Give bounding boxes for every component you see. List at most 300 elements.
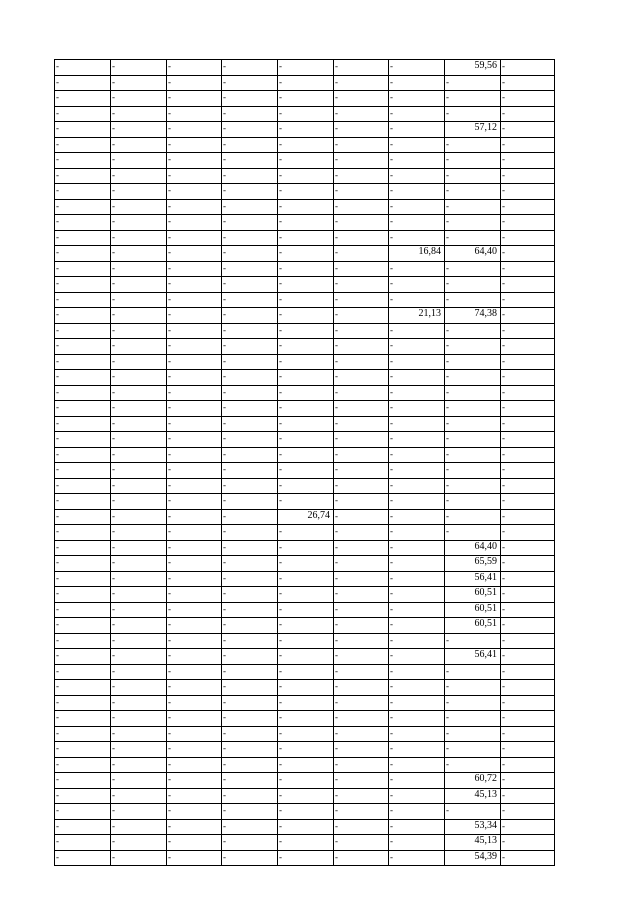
table-cell: - xyxy=(222,261,278,277)
table-cell: - xyxy=(445,91,501,107)
table-cell: - xyxy=(111,447,167,463)
table-cell: - xyxy=(111,540,167,556)
table-cell: - xyxy=(334,153,389,169)
table-row xyxy=(55,850,555,866)
table-cell: - xyxy=(445,277,501,293)
table-cell: - xyxy=(167,587,222,603)
table-cell: 60,51 xyxy=(445,587,501,603)
table-cell: - xyxy=(167,711,222,727)
table-cell: - xyxy=(501,122,555,138)
table-cell: - xyxy=(389,75,445,91)
table-cell: - xyxy=(334,726,389,742)
table-cell: - xyxy=(167,509,222,525)
table-cell: - xyxy=(111,463,167,479)
table-cell: - xyxy=(167,215,222,231)
table-cell: - xyxy=(501,571,555,587)
table-cell: - xyxy=(167,153,222,169)
table-cell: - xyxy=(501,850,555,866)
table-cell: - xyxy=(222,804,278,820)
table-cell: - xyxy=(278,153,334,169)
table-row xyxy=(55,215,555,231)
table-cell: - xyxy=(278,633,334,649)
table-cell: - xyxy=(278,835,334,851)
table-cell: - xyxy=(501,540,555,556)
table-cell: - xyxy=(278,91,334,107)
table-row xyxy=(55,308,555,324)
table-cell: - xyxy=(445,664,501,680)
table-cell: - xyxy=(334,385,389,401)
table-row xyxy=(55,587,555,603)
table-cell: - xyxy=(111,370,167,386)
table-cell: - xyxy=(222,587,278,603)
table-cell: - xyxy=(501,416,555,432)
table-cell: - xyxy=(334,695,389,711)
table-cell: - xyxy=(55,106,111,122)
table-cell: - xyxy=(55,60,111,76)
table-cell: 74,38 xyxy=(445,308,501,324)
table-row xyxy=(55,137,555,153)
table-cell: - xyxy=(222,494,278,510)
table-cell: - xyxy=(501,91,555,107)
table-cell: - xyxy=(167,463,222,479)
table-cell: - xyxy=(55,308,111,324)
table-cell: - xyxy=(501,742,555,758)
table-cell: - xyxy=(334,664,389,680)
table-cell: - xyxy=(167,773,222,789)
table-cell: - xyxy=(111,556,167,572)
table-cell: - xyxy=(167,680,222,696)
table-cell: - xyxy=(278,199,334,215)
table-cell: - xyxy=(334,122,389,138)
table-cell: - xyxy=(278,773,334,789)
table-cell: - xyxy=(222,509,278,525)
table-cell: - xyxy=(334,370,389,386)
table-cell: - xyxy=(55,540,111,556)
table-cell: - xyxy=(278,494,334,510)
table-cell: - xyxy=(167,401,222,417)
table-cell: - xyxy=(501,230,555,246)
table-cell: - xyxy=(501,649,555,665)
table-cell: - xyxy=(55,850,111,866)
table-cell: - xyxy=(111,153,167,169)
table-cell: - xyxy=(445,137,501,153)
table-cell: - xyxy=(55,494,111,510)
table-cell: - xyxy=(389,277,445,293)
table-cell: - xyxy=(389,323,445,339)
table-cell: - xyxy=(222,602,278,618)
table-row xyxy=(55,153,555,169)
table-cell: - xyxy=(55,339,111,355)
table-cell: - xyxy=(167,695,222,711)
table-cell: - xyxy=(111,75,167,91)
table-cell: - xyxy=(111,184,167,200)
table-cell: - xyxy=(111,509,167,525)
table-row xyxy=(55,788,555,804)
table-cell: 16,84 xyxy=(389,246,445,262)
table-cell: - xyxy=(501,215,555,231)
table-cell: - xyxy=(278,680,334,696)
table-cell: - xyxy=(55,153,111,169)
table-cell: - xyxy=(501,75,555,91)
table-cell: - xyxy=(501,587,555,603)
table-cell: - xyxy=(55,292,111,308)
table-cell: - xyxy=(278,323,334,339)
table-cell: - xyxy=(445,804,501,820)
table-cell: - xyxy=(278,742,334,758)
table-cell: - xyxy=(222,75,278,91)
table-cell: - xyxy=(111,292,167,308)
table-cell: - xyxy=(111,664,167,680)
table-cell: - xyxy=(334,540,389,556)
table-row xyxy=(55,401,555,417)
table-cell: - xyxy=(278,261,334,277)
data-table xyxy=(54,59,555,866)
table-cell: - xyxy=(55,618,111,634)
table-cell: - xyxy=(389,726,445,742)
table-cell: - xyxy=(278,184,334,200)
table-cell: - xyxy=(111,230,167,246)
table-cell: - xyxy=(278,339,334,355)
table-cell: - xyxy=(334,230,389,246)
table-cell: - xyxy=(111,323,167,339)
table-cell: - xyxy=(334,525,389,541)
table-row xyxy=(55,695,555,711)
table-cell: - xyxy=(445,168,501,184)
table-cell: - xyxy=(501,308,555,324)
table-cell: - xyxy=(334,742,389,758)
table-cell: - xyxy=(334,447,389,463)
table-row xyxy=(55,60,555,76)
table-cell: - xyxy=(278,385,334,401)
table-cell: - xyxy=(55,664,111,680)
table-row xyxy=(55,168,555,184)
table-cell: - xyxy=(55,695,111,711)
table-cell: - xyxy=(167,122,222,138)
table-cell: - xyxy=(222,401,278,417)
table-cell: - xyxy=(501,199,555,215)
table-cell: - xyxy=(111,835,167,851)
table-cell: - xyxy=(55,168,111,184)
table-cell: - xyxy=(55,199,111,215)
table-cell: - xyxy=(389,60,445,76)
table-cell: - xyxy=(389,91,445,107)
table-cell: - xyxy=(55,525,111,541)
table-cell: - xyxy=(167,168,222,184)
table-row xyxy=(55,354,555,370)
table-cell: - xyxy=(389,478,445,494)
table-cell: - xyxy=(334,292,389,308)
table-row xyxy=(55,75,555,91)
table-cell: - xyxy=(167,137,222,153)
table-cell: - xyxy=(334,60,389,76)
table-cell: - xyxy=(167,91,222,107)
table-cell: - xyxy=(55,788,111,804)
table-cell: - xyxy=(389,602,445,618)
table-cell: - xyxy=(222,447,278,463)
table-cell: - xyxy=(445,153,501,169)
table-cell: - xyxy=(334,106,389,122)
table-cell: - xyxy=(501,633,555,649)
table-cell: 56,41 xyxy=(445,571,501,587)
table-cell: - xyxy=(334,788,389,804)
table-cell: - xyxy=(111,850,167,866)
table-cell: - xyxy=(222,757,278,773)
table-cell: - xyxy=(501,618,555,634)
table-cell: - xyxy=(501,804,555,820)
table-cell: - xyxy=(445,432,501,448)
table-cell: - xyxy=(167,261,222,277)
table-cell: - xyxy=(334,478,389,494)
table-cell: - xyxy=(389,587,445,603)
table-cell: - xyxy=(334,850,389,866)
table-cell: 65,59 xyxy=(445,556,501,572)
table-cell: - xyxy=(222,323,278,339)
table-cell: - xyxy=(278,137,334,153)
table-cell: - xyxy=(222,385,278,401)
table-cell: - xyxy=(334,137,389,153)
table-row xyxy=(55,122,555,138)
table-cell: - xyxy=(278,75,334,91)
table-cell: - xyxy=(167,556,222,572)
table-cell: - xyxy=(278,230,334,246)
table-cell: - xyxy=(278,308,334,324)
table-cell: - xyxy=(167,370,222,386)
table-cell: - xyxy=(55,385,111,401)
table-cell: - xyxy=(55,416,111,432)
table-row xyxy=(55,835,555,851)
table-cell: - xyxy=(501,788,555,804)
table-row xyxy=(55,106,555,122)
table-cell: - xyxy=(278,478,334,494)
table-row xyxy=(55,339,555,355)
table-cell: - xyxy=(334,277,389,293)
table-cell: - xyxy=(55,137,111,153)
table-cell: - xyxy=(501,509,555,525)
table-row xyxy=(55,742,555,758)
table-cell: - xyxy=(445,385,501,401)
table-cell: - xyxy=(111,339,167,355)
table-cell: - xyxy=(222,91,278,107)
table-row xyxy=(55,618,555,634)
table-cell: - xyxy=(389,401,445,417)
table-cell: - xyxy=(55,323,111,339)
table-row xyxy=(55,385,555,401)
table-cell: - xyxy=(278,618,334,634)
table-cell: - xyxy=(334,339,389,355)
table-cell: 56,41 xyxy=(445,649,501,665)
table-row xyxy=(55,184,555,200)
table-cell: - xyxy=(445,75,501,91)
table-row xyxy=(55,199,555,215)
table-cell: - xyxy=(222,711,278,727)
table-cell: - xyxy=(389,788,445,804)
table-cell: - xyxy=(111,215,167,231)
table-cell: - xyxy=(501,401,555,417)
table-cell: - xyxy=(55,478,111,494)
table-cell: - xyxy=(111,478,167,494)
table-cell: - xyxy=(55,354,111,370)
table-cell: - xyxy=(334,354,389,370)
table-cell: - xyxy=(445,184,501,200)
table-cell: - xyxy=(278,804,334,820)
table-cell: - xyxy=(222,819,278,835)
table-cell: - xyxy=(55,633,111,649)
table-row xyxy=(55,478,555,494)
table-cell: - xyxy=(334,633,389,649)
table-cell: - xyxy=(222,137,278,153)
table-cell: - xyxy=(111,711,167,727)
table-cell: - xyxy=(111,91,167,107)
table-cell: - xyxy=(167,354,222,370)
table-cell: - xyxy=(167,292,222,308)
table-cell: - xyxy=(167,432,222,448)
table-cell: - xyxy=(55,246,111,262)
table-cell: - xyxy=(222,370,278,386)
table-cell: - xyxy=(111,354,167,370)
table-cell: - xyxy=(334,416,389,432)
table-cell: - xyxy=(445,292,501,308)
table-body xyxy=(55,60,555,866)
table-cell: - xyxy=(278,726,334,742)
table-cell: - xyxy=(389,773,445,789)
table-cell: - xyxy=(278,106,334,122)
table-row xyxy=(55,726,555,742)
table-cell: - xyxy=(278,649,334,665)
table-cell: - xyxy=(389,354,445,370)
table-cell: - xyxy=(389,664,445,680)
table-cell: - xyxy=(278,432,334,448)
table-row xyxy=(55,416,555,432)
table-cell: - xyxy=(389,199,445,215)
table-cell: 57,12 xyxy=(445,122,501,138)
table-cell: - xyxy=(167,277,222,293)
table-cell: - xyxy=(334,246,389,262)
table-cell: - xyxy=(111,649,167,665)
table-cell: - xyxy=(278,246,334,262)
table-cell: - xyxy=(334,804,389,820)
table-cell: - xyxy=(501,726,555,742)
table-cell: - xyxy=(501,835,555,851)
table-row xyxy=(55,525,555,541)
table-cell: 60,72 xyxy=(445,773,501,789)
table-cell: - xyxy=(222,354,278,370)
table-cell: - xyxy=(278,525,334,541)
table-cell: - xyxy=(389,649,445,665)
table-cell: - xyxy=(222,246,278,262)
table-cell: - xyxy=(167,478,222,494)
table-cell: - xyxy=(445,633,501,649)
table-row xyxy=(55,602,555,618)
table-cell: - xyxy=(167,339,222,355)
table-cell: - xyxy=(167,199,222,215)
table-cell: - xyxy=(167,246,222,262)
table-cell: - xyxy=(167,757,222,773)
table-cell: - xyxy=(501,292,555,308)
table-cell: - xyxy=(445,416,501,432)
table-cell: - xyxy=(167,385,222,401)
table-cell: 45,13 xyxy=(445,835,501,851)
table-cell: - xyxy=(222,153,278,169)
table-cell: - xyxy=(334,819,389,835)
table-cell: - xyxy=(445,509,501,525)
table-cell: - xyxy=(111,804,167,820)
table-cell: - xyxy=(111,726,167,742)
table-cell: - xyxy=(222,726,278,742)
table-cell: - xyxy=(55,401,111,417)
table-cell: - xyxy=(278,292,334,308)
table-cell: - xyxy=(278,664,334,680)
table-cell: - xyxy=(55,757,111,773)
table-cell: - xyxy=(111,525,167,541)
table-row xyxy=(55,261,555,277)
table-cell: 26,74 xyxy=(278,509,334,525)
table-cell: - xyxy=(222,277,278,293)
table-cell: - xyxy=(222,199,278,215)
table-cell: - xyxy=(222,478,278,494)
table-cell: - xyxy=(501,339,555,355)
table-cell: - xyxy=(222,184,278,200)
table-cell: - xyxy=(278,168,334,184)
table-cell: - xyxy=(334,261,389,277)
table-cell: - xyxy=(222,416,278,432)
table-cell: - xyxy=(389,850,445,866)
table-cell: - xyxy=(167,540,222,556)
table-cell: - xyxy=(389,804,445,820)
table-cell: - xyxy=(55,432,111,448)
table-row xyxy=(55,819,555,835)
table-cell: - xyxy=(111,587,167,603)
table-cell: - xyxy=(389,540,445,556)
table-cell: - xyxy=(501,168,555,184)
table-row xyxy=(55,509,555,525)
table-cell: - xyxy=(222,122,278,138)
table-cell: - xyxy=(55,602,111,618)
table-cell: - xyxy=(222,680,278,696)
table-cell: - xyxy=(55,370,111,386)
table-cell: - xyxy=(334,773,389,789)
table-cell: - xyxy=(278,788,334,804)
table-cell: - xyxy=(445,339,501,355)
table-cell: - xyxy=(222,850,278,866)
table-cell: - xyxy=(55,463,111,479)
table-cell: - xyxy=(55,742,111,758)
table-cell: - xyxy=(389,509,445,525)
table-cell: - xyxy=(55,819,111,835)
table-cell: - xyxy=(445,726,501,742)
table-cell: - xyxy=(111,602,167,618)
table-cell: - xyxy=(445,230,501,246)
table-cell: - xyxy=(445,478,501,494)
table-cell: - xyxy=(167,835,222,851)
table-cell: - xyxy=(501,60,555,76)
table-cell: - xyxy=(334,401,389,417)
table-cell: - xyxy=(278,277,334,293)
table-cell: - xyxy=(334,571,389,587)
table-row xyxy=(55,711,555,727)
table-cell: - xyxy=(445,463,501,479)
table-cell: - xyxy=(501,370,555,386)
table-cell: - xyxy=(111,633,167,649)
table-cell: - xyxy=(167,788,222,804)
table-row xyxy=(55,370,555,386)
table-cell: - xyxy=(167,494,222,510)
table-cell: - xyxy=(167,106,222,122)
table-row xyxy=(55,571,555,587)
table-cell: - xyxy=(389,184,445,200)
table-row xyxy=(55,664,555,680)
table-cell: - xyxy=(389,695,445,711)
table-cell: - xyxy=(445,695,501,711)
